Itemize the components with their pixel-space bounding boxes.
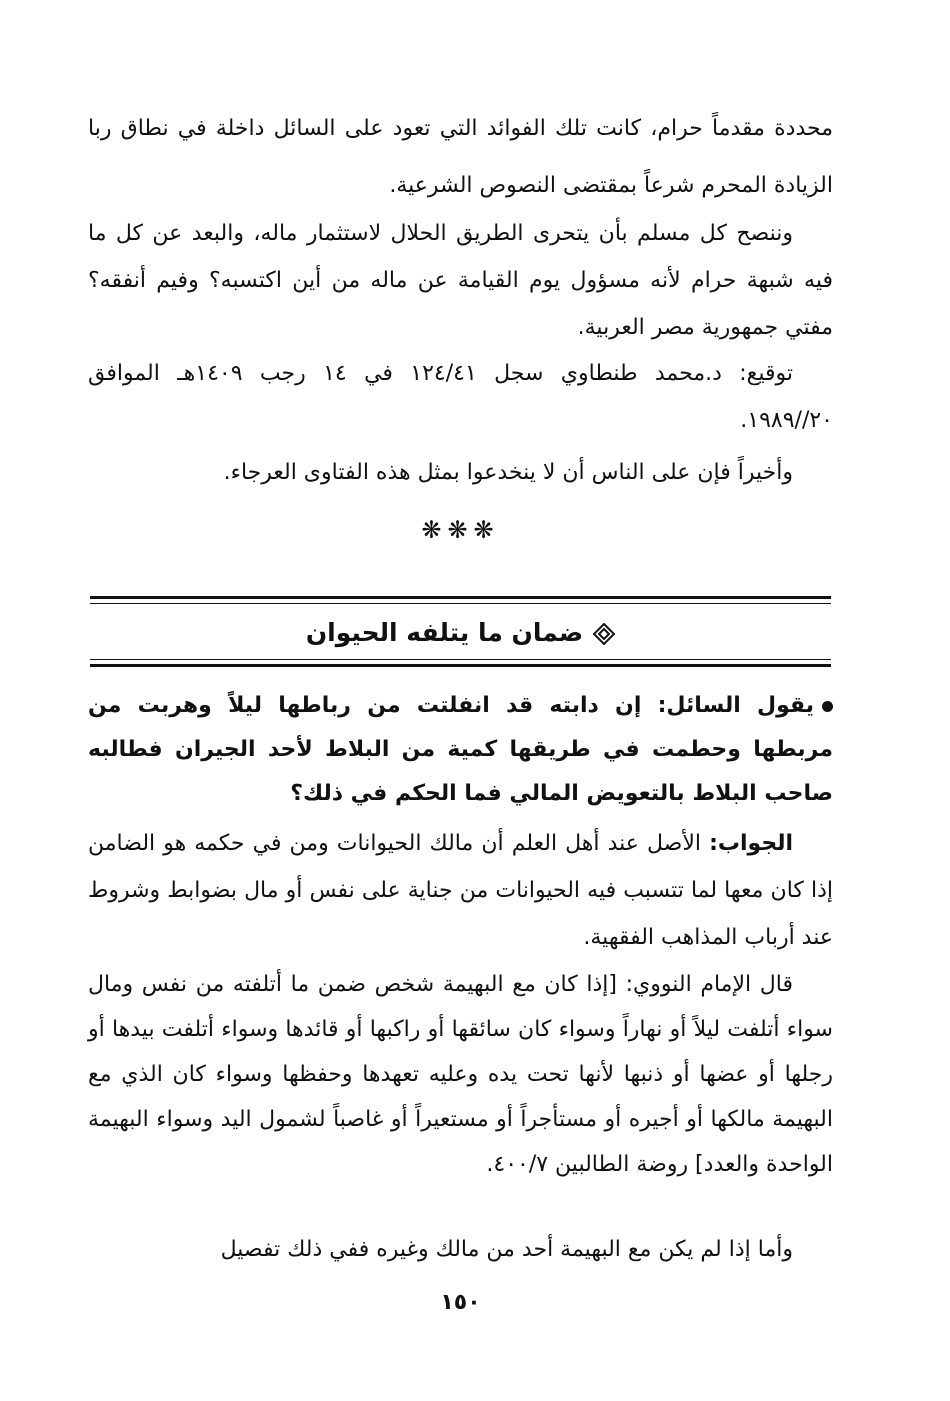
paragraph-text: وأخيراً فإن على الناس أن لا ينخدعوا بمثل هذه الفتاوى العرجاء. xyxy=(223,460,793,485)
question-label: يقول السائل: xyxy=(657,693,814,718)
page-number: ١٥٠ xyxy=(440,1290,481,1315)
paragraph-riba xyxy=(88,100,833,214)
section-title: ضمان ما يتلفه الحيوان xyxy=(305,618,584,647)
diamond-icon xyxy=(593,623,615,645)
answer-paragraph xyxy=(88,820,833,961)
answer-text: الأصل عند أهل العلم أن مالك الحيوانات ومن في حكمه هو الضامن إذا كان معها لما تتسبب فيه الحيوانات من جناية على نفس أو مال بضوابط وشروط عند أرباب المذاهب الفقهية. xyxy=(88,831,833,950)
quote-paragraph xyxy=(88,962,833,1187)
paragraph-text: وأما إذا لم يكن مع البهيمة أحد من مالك وغيره ففي ذلك تفصيل xyxy=(220,1237,793,1262)
last-paragraph xyxy=(88,1230,833,1270)
separator-stars: ❋❋❋ xyxy=(421,516,500,544)
paragraph-text: وننصح كل مسلم بأن يتحرى الطريق الحلال لاستثمار ماله، والبعد عن كل ما فيه شبهة حرام لأنه مسؤول يوم القيامة عن ماله من أين اكتسبه؟ وفيم أنفقه؟ مفتي جمهورية مصر العربية. xyxy=(88,221,833,340)
heading-rule-bottom-thick xyxy=(90,664,831,667)
paragraph-advice xyxy=(88,210,833,351)
heading-rule-bottom-thin xyxy=(90,659,831,660)
answer-label: الجواب: xyxy=(709,831,793,856)
heading-rule-top-thin xyxy=(90,603,831,604)
signature-paragraph xyxy=(88,350,833,444)
bullet-icon xyxy=(822,701,833,712)
paragraph-closing xyxy=(88,453,833,493)
heading-rule-top-thick xyxy=(90,596,831,599)
question-text: إن دابته قد انفلتت من رباطها ليلاً وهربت من مربطها وحطمت في طريقها كمية من البلاط لأحد الجيران فطالبه صاحب البلاط بالتعويض المالي فما الحكم في ذلك؟ xyxy=(88,693,833,806)
quote-text: قال الإمام النووي: [إذا كان مع البهيمة شخص ضمن ما أتلفته من نفس ومال سواء أتلفت ليلاً أو نهاراً وسواء كان سائقها أو راكبها أو قائدها وسواء أتلفت بيدها أو رجلها أو عضها أو ذنبها لأنها تحت يده وعليه تعهدها وحفظها وسواء كان الذي مع البهيمة مالكها أو أجيره أو مستأجراً أو مستعيراً أو غاصباً لشمول اليد وسواء البهيمة الواحدة والعدد] روضة الطالبين ٤٠٠/٧. xyxy=(88,972,833,1177)
question-paragraph xyxy=(88,684,833,816)
signature-text: توقيع: د.محمد طنطاوي سجل ١٢٤/٤١ في ١٤ رجب ١٤٠٩هـ الموافق ٢٠//١٩٨٩. xyxy=(88,361,833,433)
paragraph-text: محددة مقدماً حرام، كانت تلك الفوائد التي تعود على السائل داخلة في نطاق ربا الزيادة المحرم شرعاً بمقتضى النصوص الشرعية. xyxy=(88,116,833,198)
section-heading xyxy=(88,608,833,658)
